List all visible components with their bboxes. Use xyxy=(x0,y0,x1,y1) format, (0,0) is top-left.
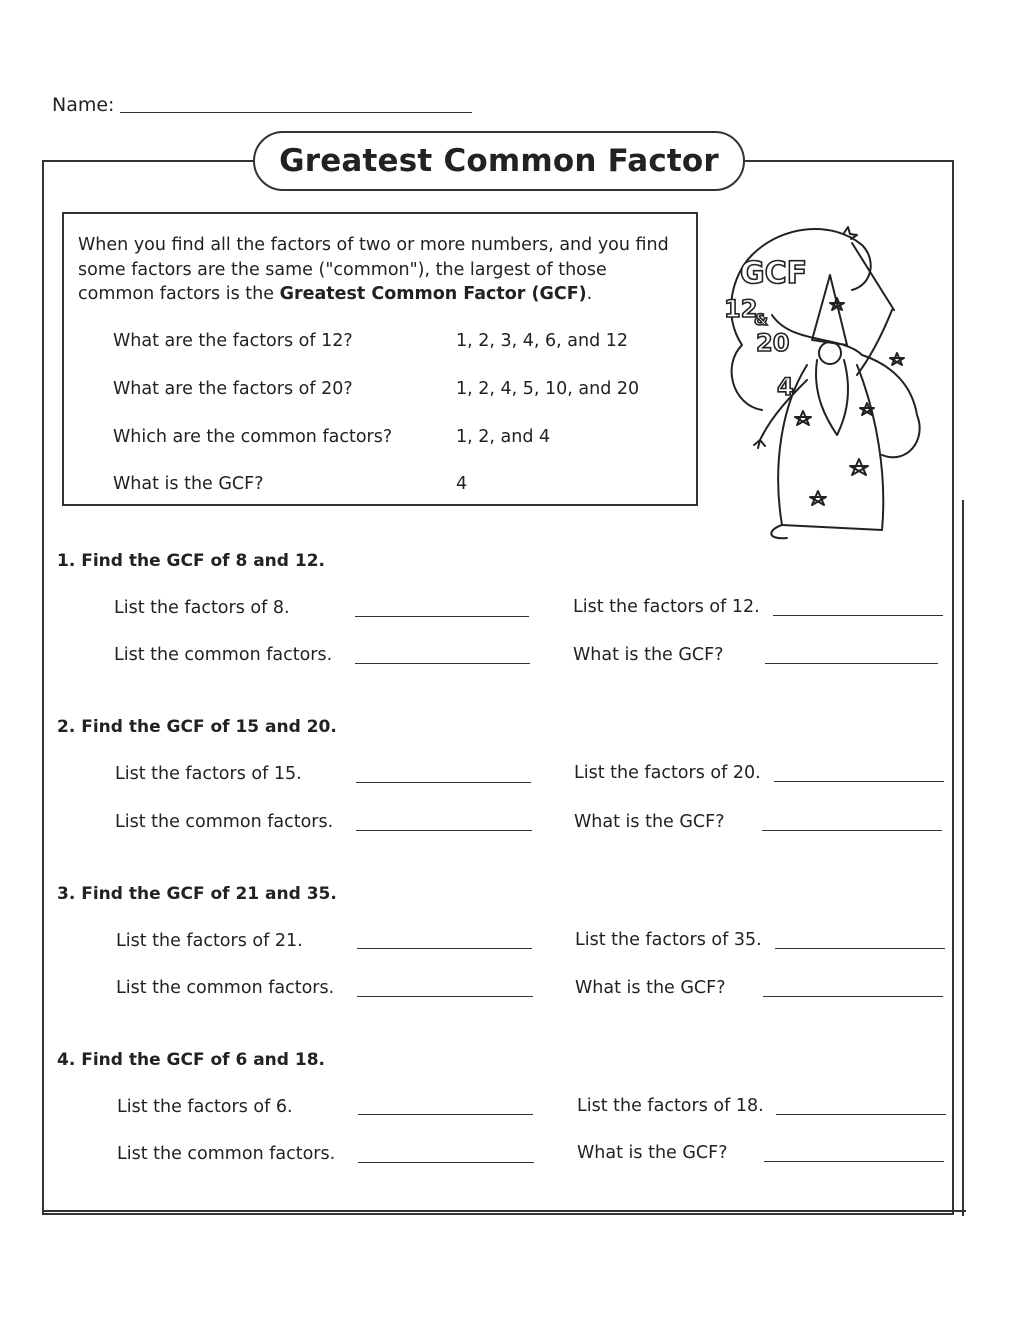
definition-text-end: . xyxy=(586,284,593,304)
wizard-illustration-icon xyxy=(712,205,952,545)
answer-blank[interactable] xyxy=(355,616,529,617)
problem-title: 3. Find the GCF of 21 and 35. xyxy=(57,884,337,904)
example-answer: 1, 2, 3, 4, 6, and 12 xyxy=(456,331,629,351)
prompt-text: List the common factors. xyxy=(116,978,335,998)
prompt-text: List the common factors. xyxy=(115,812,334,832)
prompt-text: List the common factors. xyxy=(114,645,333,665)
answer-blank[interactable] xyxy=(774,781,944,782)
frame-bottom-edge xyxy=(42,1210,966,1212)
answer-blank[interactable] xyxy=(357,996,533,997)
wizard-label: 20 xyxy=(756,329,790,357)
answer-blank[interactable] xyxy=(358,1114,533,1115)
page-title: Greatest Common Factor xyxy=(279,143,719,179)
answer-blank[interactable] xyxy=(773,615,943,616)
prompt-text: List the factors of 12. xyxy=(573,597,760,617)
answer-blank[interactable] xyxy=(776,1114,946,1115)
name-field[interactable] xyxy=(120,112,472,113)
prompt-text: List the factors of 21. xyxy=(116,931,303,951)
answer-blank[interactable] xyxy=(764,1161,944,1162)
answer-blank[interactable] xyxy=(762,830,942,831)
prompt-text: List the factors of 35. xyxy=(575,930,762,950)
answer-blank[interactable] xyxy=(356,782,531,783)
answer-blank[interactable] xyxy=(356,830,532,831)
prompt-text: List the factors of 6. xyxy=(117,1097,293,1117)
answer-blank[interactable] xyxy=(765,663,938,664)
prompt-text: List the factors of 15. xyxy=(115,764,302,784)
wizard-label: & xyxy=(754,310,768,329)
wizard-label: 4 xyxy=(777,373,794,401)
prompt-text: List the factors of 8. xyxy=(114,598,290,618)
problem-title: 2. Find the GCF of 15 and 20. xyxy=(57,717,337,737)
answer-blank[interactable] xyxy=(763,996,943,997)
prompt-text: What is the GCF? xyxy=(574,812,725,832)
answer-blank[interactable] xyxy=(775,948,945,949)
prompt-text: List the factors of 18. xyxy=(577,1096,764,1116)
wizard-label: 12 xyxy=(724,295,758,323)
example-question: What is the GCF? xyxy=(113,474,264,494)
problem-title: 1. Find the GCF of 8 and 12. xyxy=(57,551,325,571)
prompt-text: List the common factors. xyxy=(117,1144,336,1164)
definition-text xyxy=(78,233,688,307)
example-answer: 1, 2, and 4 xyxy=(456,427,551,447)
example-question: Which are the common factors? xyxy=(113,427,393,447)
frame-right-edge xyxy=(962,500,964,1216)
prompt-text: What is the GCF? xyxy=(575,978,726,998)
answer-blank[interactable] xyxy=(358,1162,534,1163)
name-label: Name: xyxy=(52,94,115,116)
example-question: What are the factors of 12? xyxy=(113,331,353,351)
definition-text-start: When you find all the factors of two or more numbers, and you find some factors are the same ("common"), the largest of those common factors is the xyxy=(78,235,669,304)
prompt-text: What is the GCF? xyxy=(573,645,724,665)
wizard-label: GCF xyxy=(740,256,808,291)
definition-term: Greatest Common Factor (GCF) xyxy=(279,284,587,304)
answer-blank[interactable] xyxy=(355,663,530,664)
example-answer: 4 xyxy=(456,474,468,494)
problem-title: 4. Find the GCF of 6 and 18. xyxy=(57,1050,325,1070)
prompt-text: List the factors of 20. xyxy=(574,763,761,783)
example-answer: 1, 2, 4, 5, 10, and 20 xyxy=(456,379,640,399)
example-question: What are the factors of 20? xyxy=(113,379,353,399)
prompt-text: What is the GCF? xyxy=(577,1143,728,1163)
title-banner xyxy=(253,131,745,191)
answer-blank[interactable] xyxy=(357,948,532,949)
